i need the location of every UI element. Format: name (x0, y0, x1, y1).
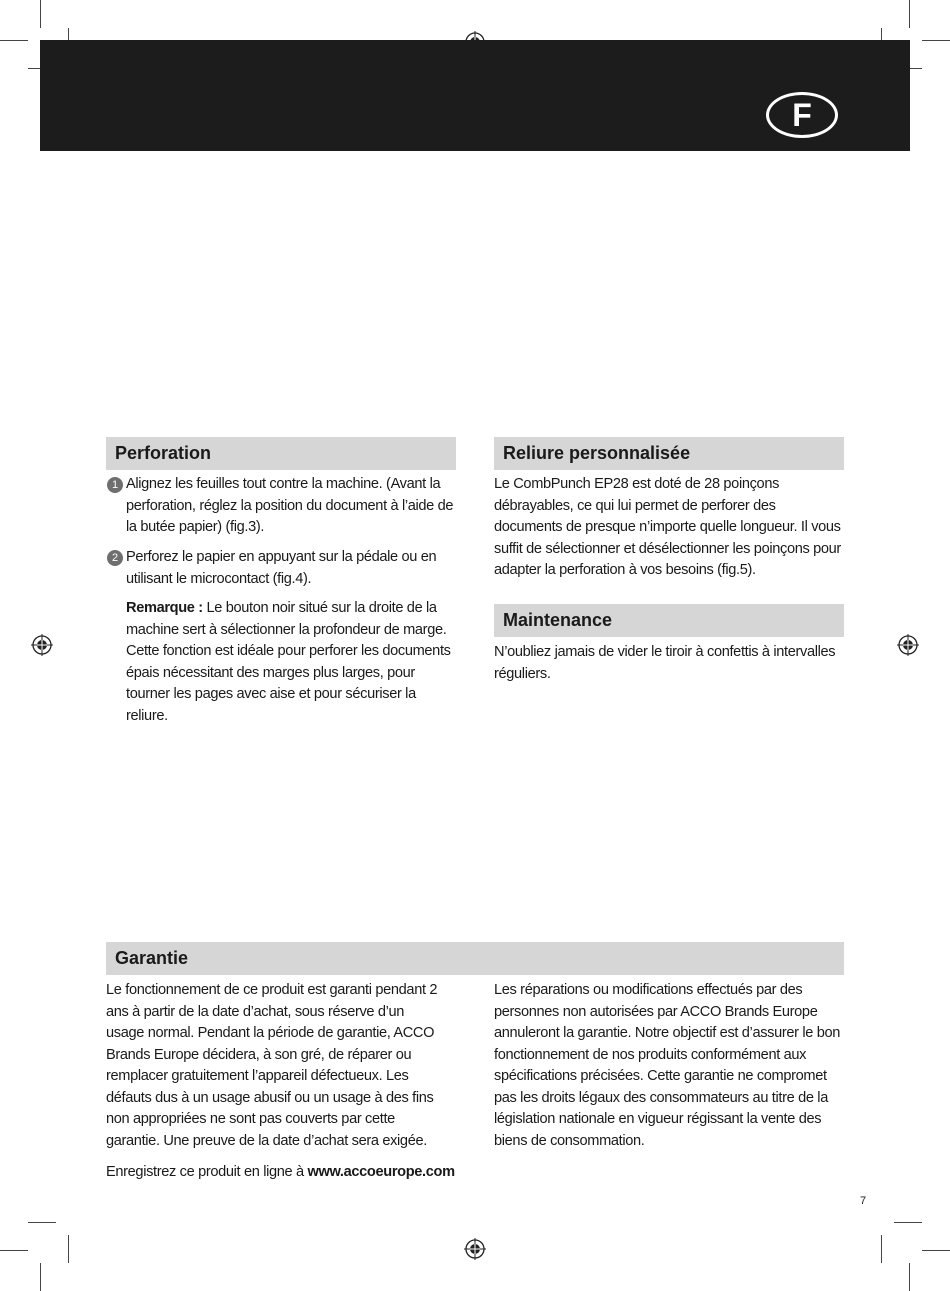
crop-mark (28, 1222, 56, 1223)
step-text: Perforez le papier en appuyant sur la pédale ou en utilisant le microcontact (fig.4). (126, 549, 437, 587)
step-number-badge: 2 (107, 550, 123, 566)
registration-mark-icon (31, 634, 53, 656)
crop-mark (909, 0, 910, 28)
header-band (40, 40, 910, 151)
crop-mark (0, 1250, 28, 1251)
crop-mark (922, 40, 950, 41)
crop-mark (881, 1235, 882, 1263)
register-prefix: Enregistrez ce produit en ligne à (106, 1164, 308, 1180)
garantie-right-paragraph: Les réparations ou modifications effectués par des personnes non autorisées par ACCO Brands Europe annuleront la garantie. Notre objectif est d’assurer le bon fonctionnement de nos produits conformément aux spécifications précisées. Cette garantie ne compromet pas les droits légaux des consommateurs au titre de la législation nationale en vigueur régissant la vente des biens de consommation. (494, 982, 841, 1149)
crop-mark (909, 1263, 910, 1291)
step-number-badge: 1 (107, 477, 123, 493)
garantie-left-paragraph: Le fonctionnement de ce produit est garanti pendant 2 ans à partir de la date d’achat, sous réserve d’un usage normal. Pendant la période de garantie, ACCO Brands Europe décidera, à son gré, de réparer ou remplacer gratuitement l’appareil défectueux. Les défauts dus à un usage abusif ou un usage à des fins non appropriées ne sont pas couverts par cette garantie. Une preuve de la date d’achat sera exigée. (106, 982, 438, 1149)
section-title-perforation: Perforation (106, 437, 456, 470)
section-title-maintenance: Maintenance (494, 604, 844, 637)
section-title-reliure: Reliure personnalisée (494, 437, 844, 470)
register-url-link[interactable]: www.accoeurope.com (307, 1164, 455, 1180)
maintenance-paragraph: N’oubliez jamais de vider le tiroir à confettis à intervalles réguliers. (494, 644, 836, 682)
registration-mark-icon (464, 1238, 486, 1260)
reliure-paragraph: Le CombPunch EP28 est doté de 28 poinçons débrayables, ce qui lui permet de perforer des documents de presque n’importe quelle longueur. Il vous suffit de sélectionner et désélectionner les poinçons pour adapter la perforation à vos besoins (fig.5). (494, 476, 841, 578)
crop-mark (894, 1222, 922, 1223)
register-line (106, 1162, 526, 1184)
list-item (111, 547, 456, 590)
crop-mark (40, 0, 41, 28)
crop-mark (40, 1263, 41, 1291)
note-text: Le bouton noir situé sur la droite de la machine sert à sélectionner la profondeur de marge. Cette fonction est idéale pour perforer les documents épais nécessitant des marges plus larges, pour tourner les pages avec aise et pour sécuriser la reliure. (126, 600, 451, 724)
note-label: Remarque : (126, 600, 203, 616)
language-badge: F (766, 92, 838, 138)
list-item (111, 474, 456, 539)
section-title-garantie: Garantie (106, 942, 844, 975)
registration-mark-icon (897, 634, 919, 656)
step-text: Alignez les feuilles tout contre la machine. (Avant la perforation, réglez la position du document à l’aide de la butée papier) (fig.3). (126, 476, 454, 535)
note-paragraph (126, 598, 456, 727)
crop-mark (0, 40, 28, 41)
crop-mark (922, 1250, 950, 1251)
crop-mark (68, 1235, 69, 1263)
page-number: 7 (860, 1195, 867, 1207)
